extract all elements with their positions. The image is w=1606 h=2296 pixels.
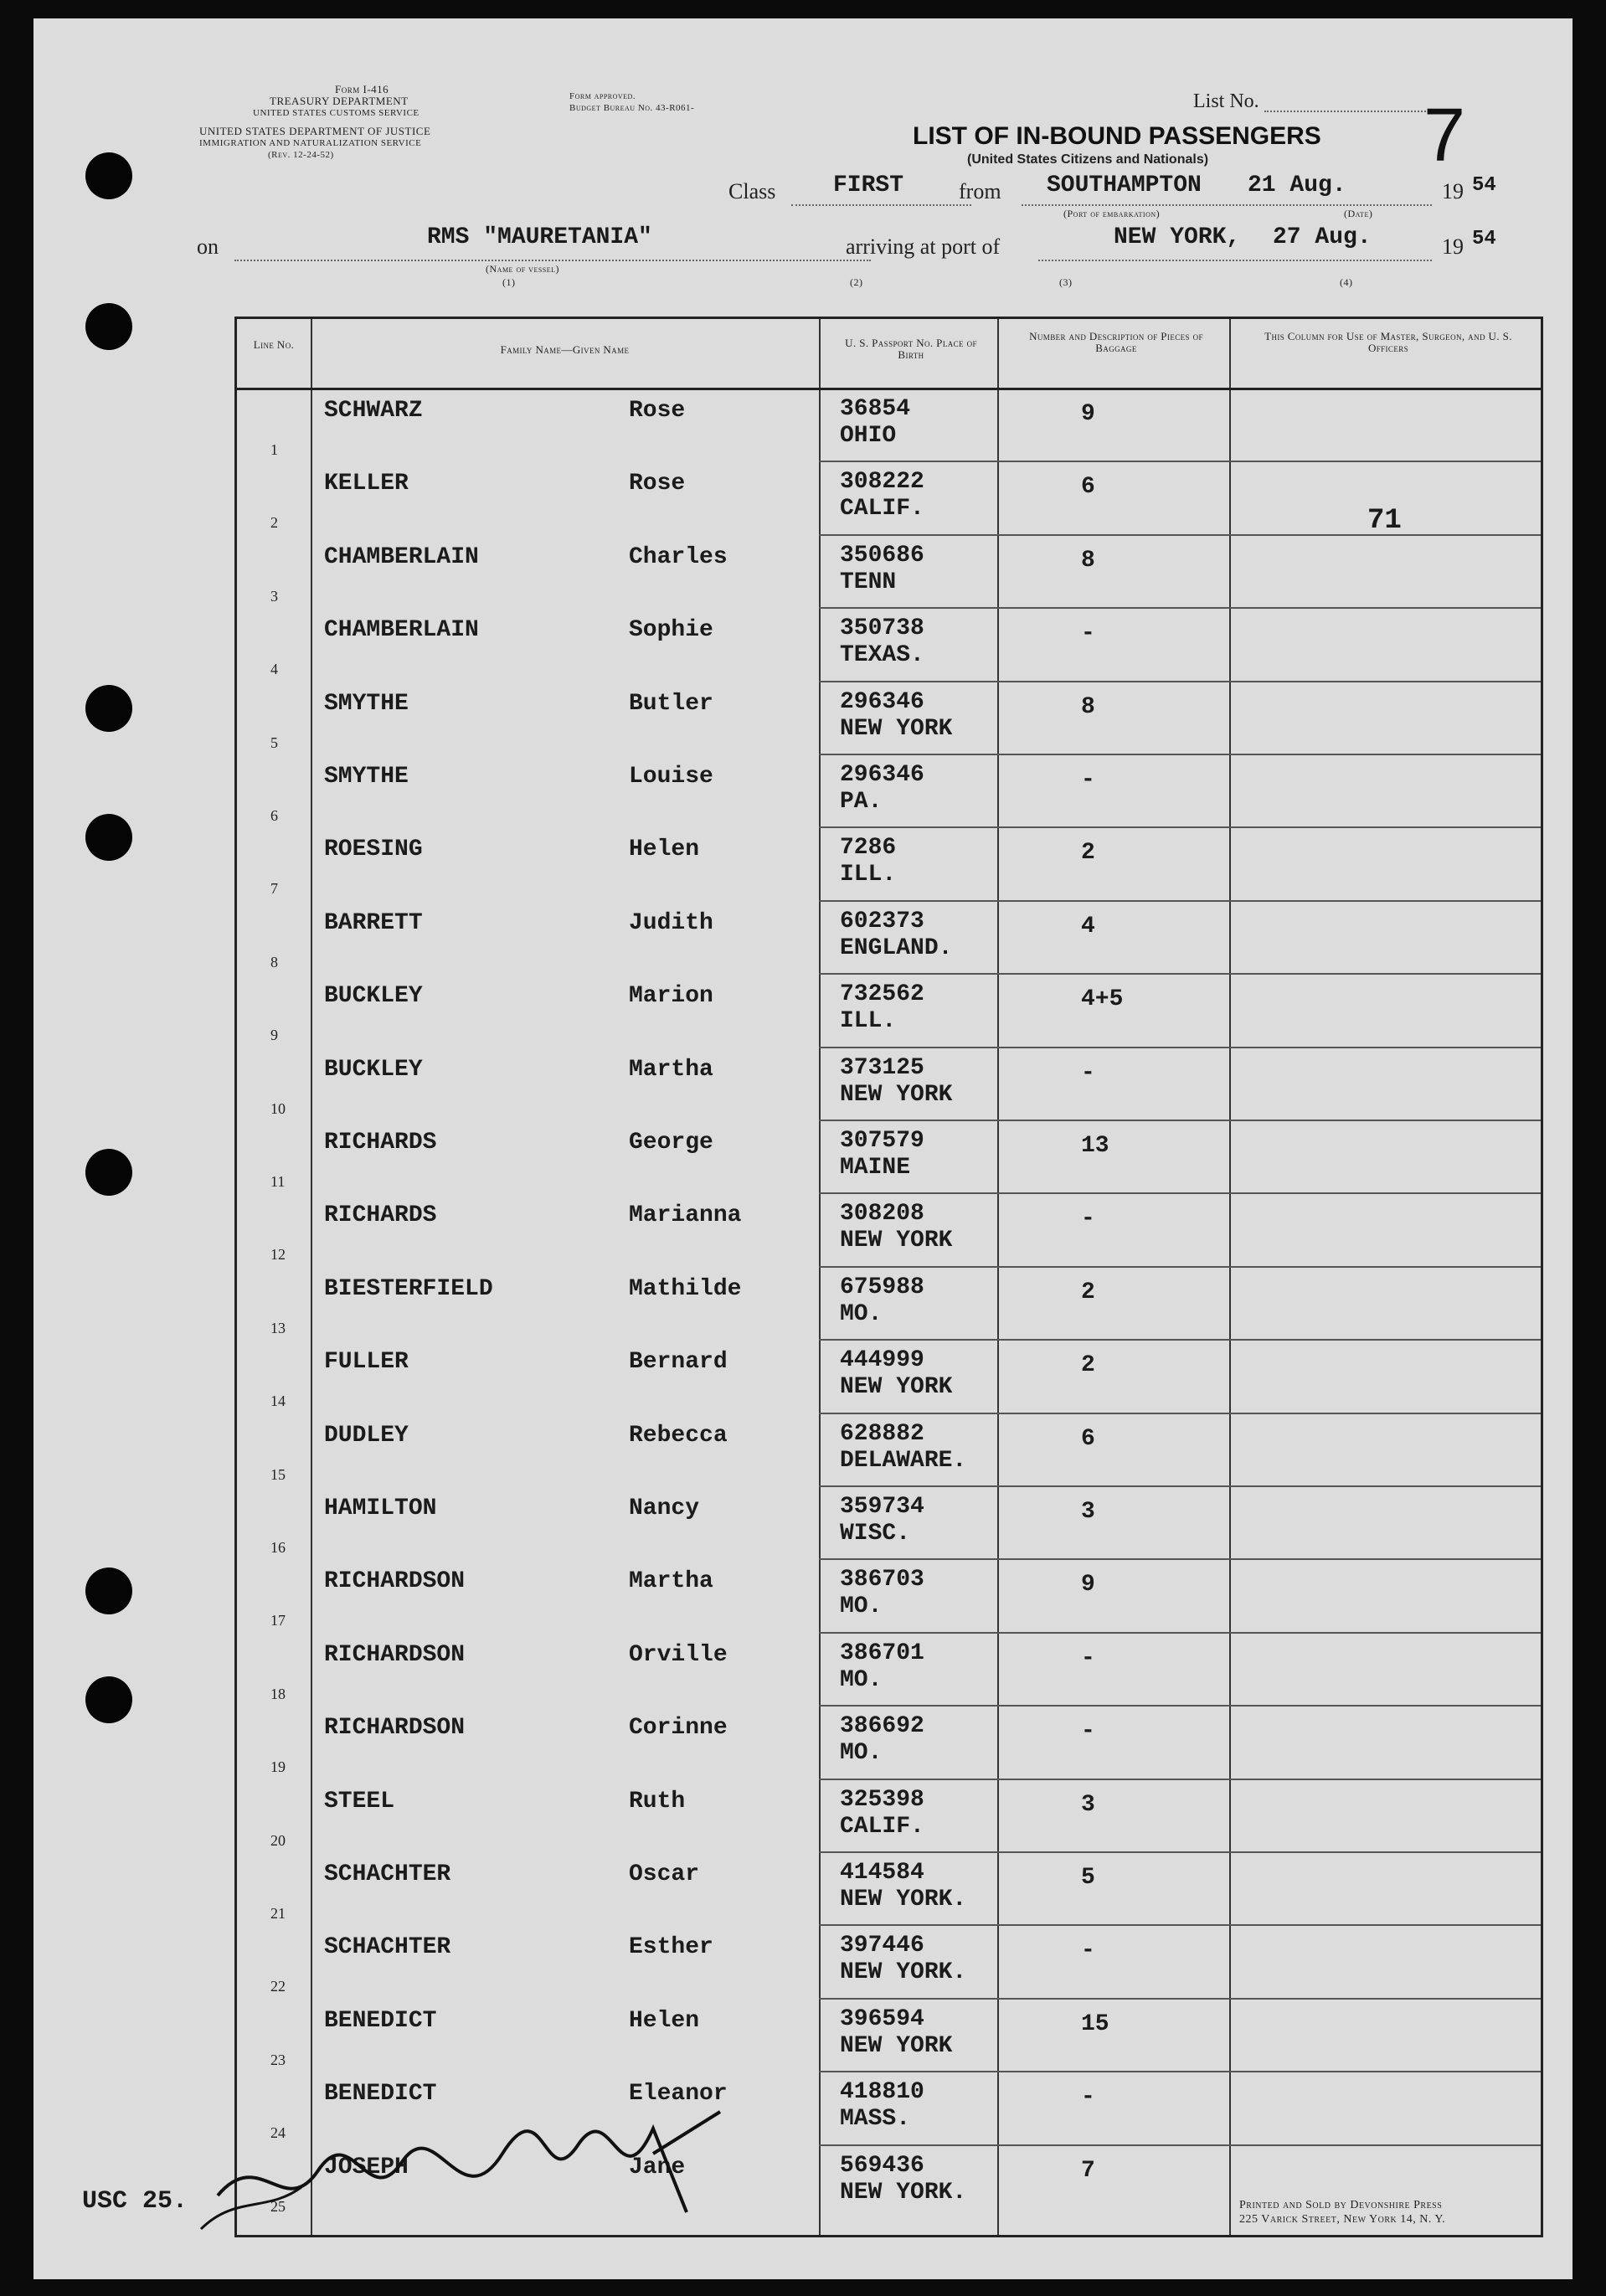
page-subtitle: (United States Citizens and Nationals) [967, 152, 1209, 167]
family-name: RICHARDS [324, 1202, 437, 1229]
passport-number: 296346 [840, 762, 924, 788]
baggage-count: 5 [1081, 1865, 1095, 1891]
table-row [237, 1341, 1541, 1413]
list-number: 7 [1423, 94, 1466, 178]
arrival-line [1038, 260, 1432, 261]
table-row [237, 1487, 1541, 1560]
passport-number: 675988 [840, 1274, 924, 1300]
binder-hole [85, 1676, 132, 1723]
baggage-count: - [1081, 1059, 1095, 1086]
caption-col-4: (4) [1340, 276, 1353, 288]
baggage-count: 6 [1081, 474, 1095, 501]
line-number: 14 [270, 1393, 286, 1410]
baggage-count: 6 [1081, 1425, 1095, 1452]
place-of-birth: ILL. [840, 862, 897, 888]
passport-number: 397446 [840, 1933, 924, 1959]
baggage-count: 3 [1081, 1791, 1095, 1818]
place-of-birth: NEW YORK [840, 1228, 953, 1254]
given-name: Martha [629, 1568, 713, 1595]
family-name: RICHARDSON [324, 1641, 466, 1668]
table-row [237, 1121, 1541, 1194]
table-row [237, 828, 1541, 901]
binder-hole [85, 1149, 132, 1196]
passport-number: 732562 [840, 981, 924, 1008]
class-value: FIRST [833, 172, 904, 198]
table-row [237, 682, 1541, 755]
line-number: 1 [270, 441, 278, 458]
family-name: BENEDICT [324, 2007, 437, 2034]
line-number: 24 [270, 2124, 286, 2142]
class-line [791, 204, 971, 206]
family-name: DUDLEY [324, 1422, 409, 1449]
arriving-label: arriving at port of [846, 234, 1001, 259]
table-row [237, 1780, 1541, 1853]
place-of-birth: DELAWARE. [840, 1447, 967, 1474]
baggage-count: - [1081, 620, 1095, 647]
page-title: LIST OF IN-BOUND PASSENGERS [913, 122, 1321, 150]
list-no-line [1264, 111, 1432, 112]
table-row [237, 1048, 1541, 1121]
table-row [237, 2000, 1541, 2072]
given-name: Oscar [629, 1861, 700, 1887]
table-row [237, 1414, 1541, 1487]
family-name: ROESING [324, 837, 423, 863]
vessel-line [234, 260, 871, 261]
passport-number: 414584 [840, 1860, 924, 1886]
line-number: 18 [270, 1685, 286, 1702]
vessel-name: RMS "MAURETANIA" [427, 224, 652, 250]
place-of-birth: TENN [840, 569, 897, 595]
on-label: on [197, 234, 219, 259]
line-number: 15 [270, 1465, 286, 1483]
line-number: 20 [270, 1831, 286, 1849]
doj-name: UNITED STATES DEPARTMENT OF JUSTICE [199, 125, 431, 137]
given-name: Butler [629, 690, 713, 717]
given-name: Esther [629, 1934, 713, 1961]
departure-date: 21 Aug. [1248, 172, 1346, 198]
date-caption: (Date) [1344, 208, 1373, 219]
line-number: 16 [270, 1539, 286, 1556]
place-of-birth: MASS. [840, 2106, 911, 2133]
col-header-passport: U. S. Passport No. Place of Birth [845, 337, 977, 361]
baggage-count: 9 [1081, 1572, 1095, 1598]
table-row [237, 755, 1541, 828]
printer-line-2: 225 Varick Street, New York 14, N. Y. [1239, 2213, 1446, 2226]
caption-col-3: (3) [1059, 276, 1073, 288]
given-name: Mathilde [629, 1275, 742, 1302]
treasury-dept: TREASURY DEPARTMENT [270, 95, 409, 107]
arrival-year: 54 [1472, 228, 1496, 250]
family-name: JOSEPH [324, 2154, 409, 2180]
passport-number: 396594 [840, 2005, 924, 2032]
baggage-count: - [1081, 1206, 1095, 1233]
family-name: BIESTERFIELD [324, 1275, 493, 1302]
table-row [237, 1926, 1541, 1999]
family-name: FULLER [324, 1349, 409, 1376]
baggage-count: 4 [1081, 913, 1095, 940]
line-number: 21 [270, 1905, 286, 1922]
port-of-embarkation: SOUTHAMPTON [1047, 172, 1202, 198]
given-name: Marion [629, 983, 713, 1010]
baggage-count: - [1081, 1938, 1095, 1964]
family-name: SCHACHTER [324, 1861, 451, 1887]
class-label: Class [728, 179, 776, 203]
binder-hole [85, 685, 132, 732]
family-name: SCHACHTER [324, 1934, 451, 1961]
given-name: Helen [629, 2007, 700, 2034]
passport-number: 386692 [840, 1713, 924, 1740]
form-sheet [33, 18, 1573, 2279]
passport-number: 628882 [840, 1420, 924, 1447]
baggage-count: - [1081, 1645, 1095, 1671]
family-name: SMYTHE [324, 690, 409, 717]
place-of-birth: MO. [840, 1593, 883, 1620]
given-name: Ruth [629, 1788, 686, 1815]
vessel-caption: (Name of vessel) [486, 263, 559, 275]
passport-number: 36854 [840, 396, 911, 422]
binder-hole [85, 303, 132, 350]
passenger-table [234, 317, 1543, 2237]
binder-hole [85, 1568, 132, 1614]
place-of-birth: NEW YORK. [840, 1959, 967, 1986]
passport-number: 569436 [840, 2152, 924, 2179]
official-signature [184, 2095, 787, 2246]
given-name: Rose [629, 471, 686, 497]
departure-year: 54 [1472, 174, 1496, 197]
place-of-birth: NEW YORK [840, 715, 953, 742]
place-of-birth: ILL. [840, 1008, 897, 1035]
table-row [237, 462, 1541, 535]
given-name: Orville [629, 1641, 728, 1668]
ins-name: IMMIGRATION AND NATURALIZATION SERVICE [199, 138, 422, 148]
place-of-birth: PA. [840, 789, 883, 815]
baggage-count: 15 [1081, 2010, 1109, 2037]
place-of-birth: NEW YORK. [840, 2179, 967, 2206]
binder-hole [85, 814, 132, 861]
passport-number: 386701 [840, 1640, 924, 1666]
place-of-birth: MO. [840, 1666, 883, 1693]
baggage-count: 3 [1081, 1499, 1095, 1525]
baggage-count: 13 [1081, 1133, 1109, 1159]
given-name: Jane [629, 2154, 686, 2180]
baggage-count: 2 [1081, 840, 1095, 867]
family-name: SMYTHE [324, 764, 409, 790]
table-row [237, 1634, 1541, 1707]
line-number: 9 [270, 1027, 278, 1044]
baggage-count: 2 [1081, 1279, 1095, 1305]
passport-number: 7286 [840, 835, 897, 862]
family-name: STEEL [324, 1788, 395, 1815]
family-name: RICHARDSON [324, 1568, 466, 1595]
line-number: 5 [270, 734, 278, 751]
revision-date: (Rev. 12-24-52) [268, 150, 334, 160]
line-number: 4 [270, 661, 278, 678]
family-name: CHAMBERLAIN [324, 543, 479, 570]
given-name: Eleanor [629, 2081, 728, 2108]
baggage-count: 7 [1081, 2157, 1095, 2184]
place-of-birth: NEW YORK. [840, 1887, 967, 1912]
passport-number: 418810 [840, 2079, 924, 2106]
place-of-birth: ENGLAND. [840, 934, 953, 961]
family-name: SCHWARZ [324, 398, 423, 424]
family-name: RICHARDS [324, 1130, 437, 1156]
table-row [237, 1194, 1541, 1267]
given-name: Helen [629, 837, 700, 863]
passport-number: 359734 [840, 1494, 924, 1520]
table-row [237, 975, 1541, 1048]
given-name: Nancy [629, 1495, 700, 1521]
passport-number: 444999 [840, 1347, 924, 1374]
passport-number: 373125 [840, 1054, 924, 1081]
form-approved: Form approved. [569, 91, 636, 101]
baggage-count: - [1081, 1718, 1095, 1745]
baggage-count: - [1081, 2084, 1095, 2111]
passport-number: 350738 [840, 615, 924, 642]
passport-number: 308222 [840, 469, 924, 496]
passport-number: 296346 [840, 688, 924, 715]
line-number: 2 [270, 514, 278, 532]
line-number: 3 [270, 587, 278, 605]
customs-service: UNITED STATES CUSTOMS SERVICE [253, 108, 420, 118]
given-name: Louise [629, 764, 713, 790]
baggage-count: 9 [1081, 401, 1095, 427]
baggage-count: - [1081, 767, 1095, 793]
given-name: Rebecca [629, 1422, 728, 1449]
officer-note: 71 [1367, 505, 1402, 537]
line-number: 8 [270, 953, 278, 970]
table-row [237, 389, 1541, 462]
place-of-birth: TEXAS. [840, 642, 924, 669]
line-number: 7 [270, 880, 278, 898]
line-number: 6 [270, 807, 278, 824]
form-number: Form I-416 [335, 83, 389, 95]
passport-number: 307579 [840, 1128, 924, 1154]
line-number: 22 [270, 1978, 286, 1995]
given-name: Rose [629, 398, 686, 424]
table-row [237, 1707, 1541, 1779]
line-number: 23 [270, 2051, 286, 2068]
place-of-birth: OHIO [840, 423, 897, 449]
line-number: 11 [270, 1173, 286, 1190]
year-prefix-2: 19 [1442, 234, 1464, 259]
family-name: BENEDICT [324, 2081, 437, 2108]
place-of-birth: CALIF. [840, 1813, 924, 1840]
table-row [237, 1853, 1541, 1926]
port-embark-caption: (Port of embarkation) [1063, 208, 1161, 219]
passport-number: 350686 [840, 542, 924, 569]
binder-hole [85, 152, 132, 199]
place-of-birth: MAINE [840, 1155, 911, 1181]
line-number: 19 [270, 1758, 286, 1776]
place-of-birth: CALIF. [840, 496, 924, 523]
given-name: Judith [629, 909, 713, 936]
passport-number: 386703 [840, 1567, 924, 1593]
family-name: BARRETT [324, 909, 423, 936]
caption-col-1: (1) [502, 276, 516, 288]
caption-col-2: (2) [850, 276, 863, 288]
place-of-birth: NEW YORK [840, 1374, 953, 1401]
col-header-line-no: Line No. [253, 338, 295, 351]
place-of-birth: NEW YORK [840, 2032, 953, 2059]
given-name: George [629, 1130, 713, 1156]
line-number: 25 [270, 2197, 286, 2215]
budget-bureau-no: Budget Bureau No. 43-R061- [569, 103, 695, 113]
from-line [1022, 204, 1432, 206]
given-name: Sophie [629, 617, 713, 644]
col-header-name: Family Name—Given Name [500, 343, 630, 356]
baggage-count: 4+5 [1081, 986, 1124, 1013]
passport-number: 325398 [840, 1786, 924, 1813]
family-name: BUCKLEY [324, 983, 423, 1010]
place-of-birth: MO. [840, 1740, 883, 1767]
baggage-count: 8 [1081, 547, 1095, 574]
family-name: KELLER [324, 471, 409, 497]
line-number: 12 [270, 1246, 286, 1264]
table-row [237, 536, 1541, 609]
baggage-count: 2 [1081, 1352, 1095, 1379]
place-of-birth: NEW YORK [840, 1081, 953, 1108]
arrival-port: NEW YORK, [1114, 224, 1241, 250]
family-name: HAMILTON [324, 1495, 437, 1521]
line-number: 13 [270, 1319, 286, 1336]
arrival-date: 27 Aug. [1273, 224, 1372, 250]
family-name: RICHARDSON [324, 1715, 466, 1742]
given-name: Martha [629, 1056, 713, 1083]
given-name: Bernard [629, 1349, 728, 1376]
usc-code: USC 25. [82, 2187, 188, 2216]
baggage-count: 8 [1081, 693, 1095, 720]
place-of-birth: MO. [840, 1300, 883, 1327]
from-label: from [959, 179, 1001, 203]
year-prefix: 19 [1442, 179, 1464, 203]
table-row [237, 1268, 1541, 1341]
given-name: Corinne [629, 1715, 728, 1742]
family-name: CHAMBERLAIN [324, 617, 479, 644]
printer-line-1: Printed and Sold by Devonshire Press [1239, 2199, 1443, 2211]
place-of-birth: WISC. [840, 1521, 911, 1547]
table-row [237, 902, 1541, 975]
given-name: Marianna [629, 1202, 742, 1229]
passport-number: 308208 [840, 1201, 924, 1228]
passport-number: 602373 [840, 908, 924, 934]
line-number: 10 [270, 1099, 286, 1117]
list-no-label: List No. [1193, 90, 1259, 112]
col-header-baggage: Number and Description of Pieces of Baggage [1029, 330, 1203, 354]
given-name: Charles [629, 543, 728, 570]
table-row [237, 609, 1541, 682]
line-number: 17 [270, 1612, 286, 1629]
family-name: BUCKLEY [324, 1056, 423, 1083]
table-row [237, 1560, 1541, 1633]
col-header-officers: This Column for Use of Master, Surgeon, and U. S. Officers [1264, 330, 1512, 354]
